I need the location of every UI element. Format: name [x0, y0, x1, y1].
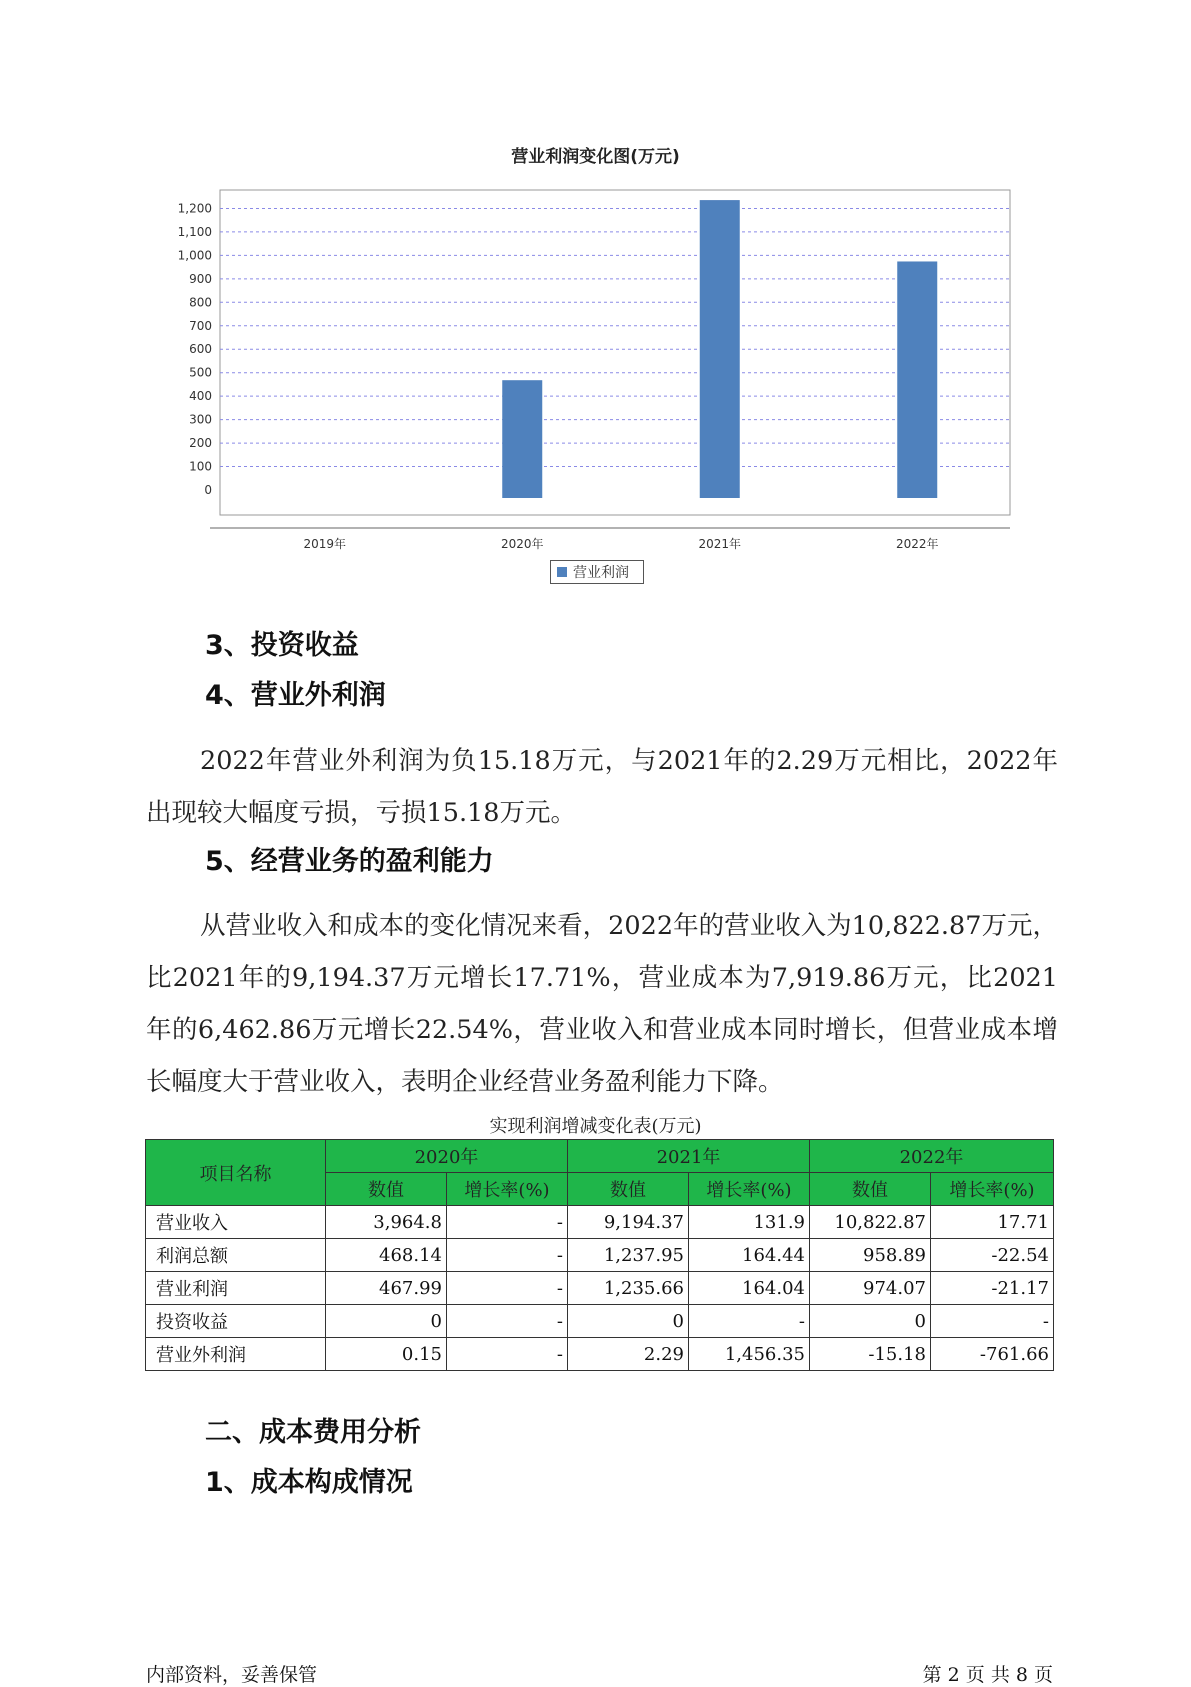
- y-tick-label: 0: [204, 483, 212, 497]
- table-cell: -: [931, 1305, 1054, 1338]
- x-tick-label: 2020年: [500, 537, 544, 550]
- table-row: [146, 1305, 1054, 1338]
- y-tick-label: 800: [189, 295, 212, 310]
- y-tick-label: 100: [189, 459, 212, 474]
- table-cell: 17.71: [931, 1206, 1054, 1239]
- table-cell: -: [447, 1338, 568, 1371]
- table-cell: 131.9: [689, 1206, 810, 1239]
- bar: [700, 200, 740, 498]
- table-cell: -15.18: [810, 1338, 931, 1371]
- table-cell: 164.44: [689, 1239, 810, 1272]
- y-tick-label: 900: [189, 271, 212, 286]
- row-label: 营业利润: [146, 1272, 326, 1305]
- heading-investment-income: 3、投资收益: [205, 630, 359, 661]
- heading-profitability: 5、经营业务的盈利能力: [205, 846, 494, 877]
- y-tick-label: 400: [189, 389, 212, 404]
- table-cell: 2.29: [568, 1338, 689, 1371]
- x-tick-label: 2022年: [895, 537, 939, 550]
- row-label: 营业收入: [146, 1206, 326, 1239]
- heading-cost-analysis: 二、成本费用分析: [205, 1417, 421, 1448]
- subheader-growth: 增长率(%): [689, 1173, 810, 1206]
- table-cell: 1,456.35: [689, 1338, 810, 1371]
- table-cell: 3,964.8: [326, 1206, 447, 1239]
- bar: [502, 380, 542, 498]
- y-tick-label: 300: [189, 412, 212, 427]
- chart-legend: [550, 560, 644, 584]
- table-cell: 9,194.37: [568, 1206, 689, 1239]
- table-cell: 0.15: [326, 1338, 447, 1371]
- chart-title: 营业利润变化图(万元): [511, 147, 680, 167]
- subheader-value: 数值: [326, 1173, 447, 1206]
- table-cell: -: [447, 1239, 568, 1272]
- row-label: 利润总额: [146, 1239, 326, 1272]
- table-row: [146, 1338, 1054, 1371]
- table-row: [146, 1239, 1054, 1272]
- table-cell: -: [689, 1305, 810, 1338]
- table-cell: 0: [568, 1305, 689, 1338]
- y-tick-label: 700: [189, 318, 212, 333]
- table-cell: -: [447, 1272, 568, 1305]
- legend-label: 营业利润: [573, 565, 629, 581]
- row-label: 投资收益: [146, 1305, 326, 1338]
- footer-confidential-note: 内部资料，妥善保管: [146, 1664, 318, 1686]
- paragraph-profitability: 从营业收入和成本的变化情况来看，2022年的营业收入为10,822.87万元，比2021年的9,194.37万元增长17.71%，营业成本为7,919.86万元，比2021年的6,462.86万元增长22.54%，营业收入和营业成本同时增长，但营业成本增长幅度大于营业收入，表明企业经营业务盈利能力下降。: [146, 911, 1058, 1097]
- profit-change-table: [145, 1139, 1054, 1371]
- table-cell: -761.66: [931, 1338, 1054, 1371]
- heading-cost-structure: 1、成本构成情况: [205, 1467, 413, 1498]
- y-tick-label: 200: [189, 436, 212, 451]
- header-year-2020: 2020年: [326, 1140, 568, 1173]
- table-cell: 10,822.87: [810, 1206, 931, 1239]
- header-year-2021: 2021年: [568, 1140, 810, 1173]
- x-tick-label: 2019年: [303, 537, 347, 550]
- footer-page-number: 第 2 页 共 8 页: [922, 1664, 1053, 1686]
- table-cell: 164.04: [689, 1272, 810, 1305]
- y-tick-label: 600: [189, 342, 212, 357]
- subheader-value: 数值: [810, 1173, 931, 1206]
- y-tick-label: 500: [189, 365, 212, 380]
- paragraph-non-operating-profit: 2022年营业外利润为负15.18万元，与2021年的2.29万元相比，2022年出现较大幅度亏损，亏损15.18万元。: [146, 746, 1058, 828]
- table-cell: -21.17: [931, 1272, 1054, 1305]
- bar: [897, 261, 937, 498]
- legend-swatch: [557, 567, 567, 577]
- row-label: 营业外利润: [146, 1338, 326, 1371]
- header-item-name: 项目名称: [146, 1140, 326, 1206]
- table-row: [146, 1272, 1054, 1305]
- heading-non-operating-profit: 4、营业外利润: [205, 680, 386, 711]
- table-cell: 467.99: [326, 1272, 447, 1305]
- y-tick-label: 1,100: [177, 224, 212, 239]
- plot-frame: [220, 190, 1010, 515]
- table-cell: -: [447, 1305, 568, 1338]
- table-cell: 1,235.66: [568, 1272, 689, 1305]
- table-cell: 974.07: [810, 1272, 931, 1305]
- table-cell: 0: [326, 1305, 447, 1338]
- table-cell: 0: [810, 1305, 931, 1338]
- table-cell: 1,237.95: [568, 1239, 689, 1272]
- subheader-value: 数值: [568, 1173, 689, 1206]
- table-cell: -22.54: [931, 1239, 1054, 1272]
- y-tick-label: 1,200: [177, 201, 212, 216]
- table-caption: 实现利润增减变化表(万元): [489, 1116, 702, 1137]
- y-tick-label: 1,000: [177, 248, 212, 263]
- header-year-2022: 2022年: [810, 1140, 1054, 1173]
- x-tick-label: 2021年: [698, 537, 742, 550]
- subheader-growth: 增长率(%): [931, 1173, 1054, 1206]
- bar-chart: [140, 180, 1020, 550]
- table-cell: -: [447, 1206, 568, 1239]
- subheader-growth: 增长率(%): [447, 1173, 568, 1206]
- table-row: [146, 1206, 1054, 1239]
- table-cell: 958.89: [810, 1239, 931, 1272]
- table-cell: 468.14: [326, 1239, 447, 1272]
